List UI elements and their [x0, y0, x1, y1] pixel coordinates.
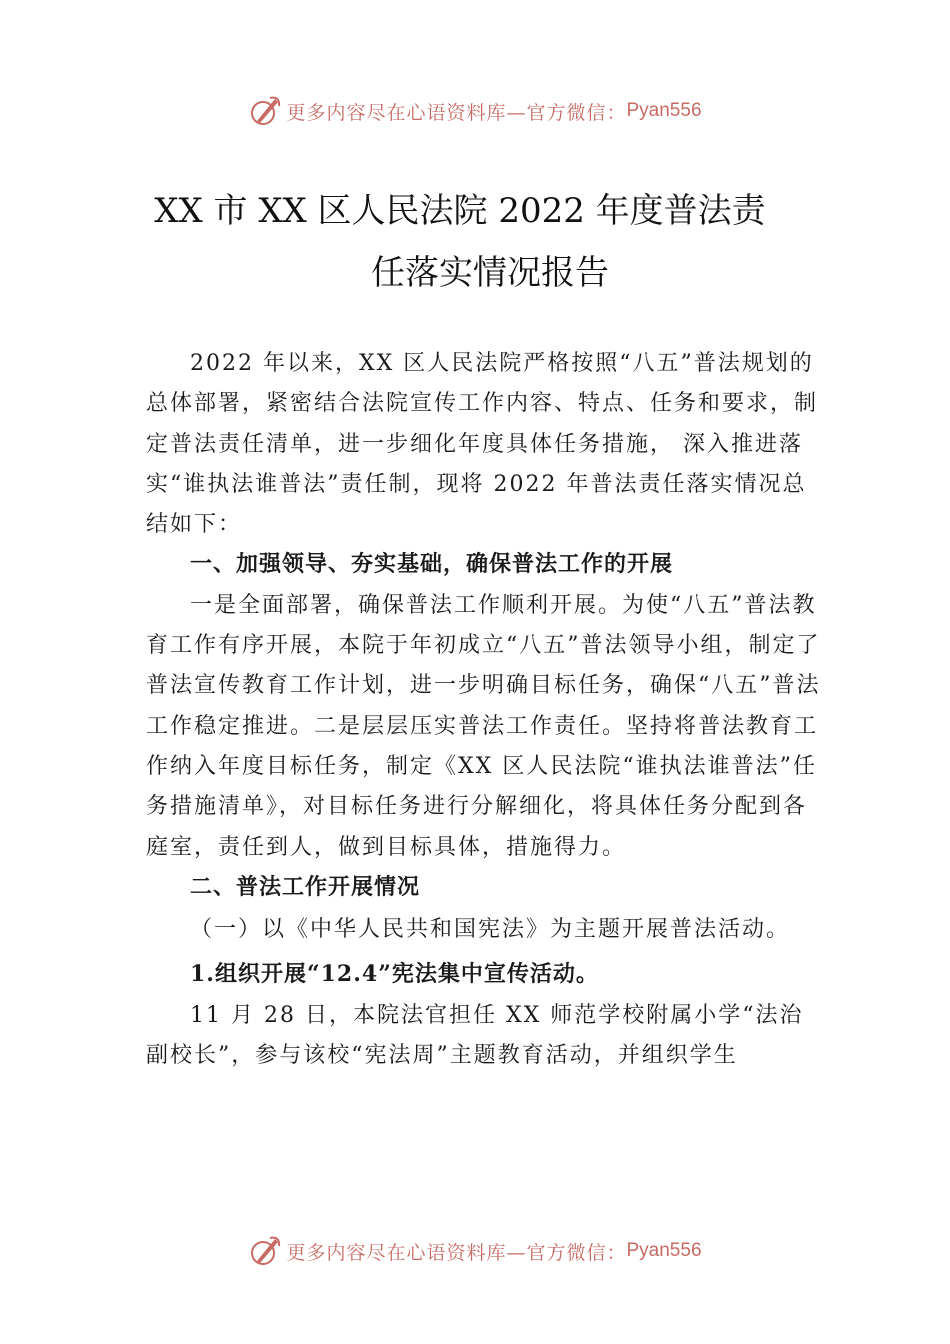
subsection-item-1: 1.组织开展“12.4”宪法集中宣传活动。 [190, 961, 599, 988]
section-heading-1: 一、加强领导、夯实基础，确保普法工作的开展 [190, 552, 674, 578]
subsection-item-1-paragraph: 11 月 28 日，本院法官担任 XX 师范学校附属小学“法治副校长”，参与该校“宪法周”主题教育活动，并组织学生 [146, 1003, 804, 1069]
section-1-paragraph: 一是全面部署，确保普法工作顺利开展。为使“八五”普法教育工作有序开展，本院于年初成立“八五”普法领导小组，制定了普法宣传教育工作计划，进一步明确目标任务，确保“八五”普法工作稳定推进。二是层层压实普法工作责任。坚持将普法教育工作纳入年度目标任务，制定《XX 区人民法院“谁执法谁普法”任务措施清单》，对目标任务进行分解细化，将具体任务分配到各庭室，责任到人，做到目标具体，措施得力。 [146, 592, 821, 860]
title-line-2: 任落实情况报告 [371, 253, 609, 293]
document-title [0, 180, 950, 304]
document-body [146, 344, 826, 1077]
watermark-text: 更多内容尽在心语资料库—官方微信： [286, 101, 627, 124]
watermark-text: 更多内容尽在心语资料库—官方微信： [286, 1241, 627, 1264]
watermark-header [0, 94, 950, 128]
title-line-1: XX 市 XX 区人民法院 2022 年度普法责 [154, 191, 766, 231]
intro-paragraph: 2022 年以来，XX 区人民法院严格按照“八五”普法规划的总体部署，紧密结合法院宣传工作内容、特点、任务和要求，制定普法责任清单，进一步细化年度具体任务措施， 深入推进落实“谁执法谁普法”责任制，现将 2022 年普法责任落实情况总结如下： [146, 351, 819, 538]
quill-pen-logo-icon [248, 94, 282, 128]
watermark-wechat-id: Pyan556 [626, 100, 702, 121]
subsection-heading-1: （一）以《中华人民共和国宪法》为主题开展普法活动。 [190, 917, 791, 943]
quill-pen-logo-icon [248, 1234, 282, 1268]
watermark-wechat-id: Pyan556 [626, 1240, 702, 1261]
section-heading-2: 二、普法工作开展情况 [190, 874, 421, 900]
watermark-footer [0, 1234, 950, 1268]
